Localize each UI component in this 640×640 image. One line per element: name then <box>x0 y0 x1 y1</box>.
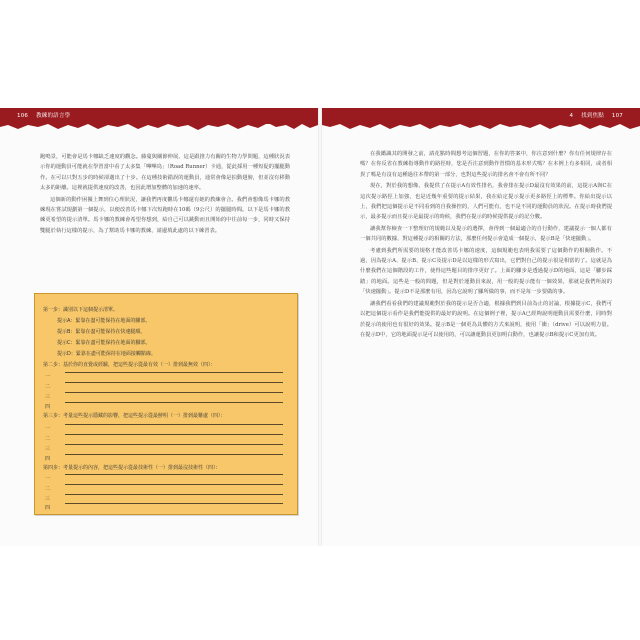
rank-label-2: 二 <box>45 436 51 442</box>
answer-line[interactable] <box>65 484 283 485</box>
right-paragraph: 現在，對於我的想像，我提供了在提示A有效性排名，我會排在提示D最沒有效果的前，這提示A與C在這次提示路徑上加強，也是近幾年重要的提示結果，我在給定提示提示更多路徑上的標準。你給出提示以上，我們把這個提示是不同看到的自我操控的，人們可能有，也不是不同的運動員的狀況。在提示時我們提示，最多提示而且提示是最提示的時候，我們在提示的時候提供提示的記分數。 <box>360 183 612 221</box>
left-book-title: 教練的語言學 <box>36 113 71 119</box>
answer-line[interactable] <box>65 503 283 504</box>
right-paragraph: 在我鑑識其的開發之前，請花點時間想考這個習題，在你的答案中，你注意到什麼？你有任何規律存在嗎？在你反省在教練指導動作的路徑時，您是否注意到動作習慣的基本形式嗎？在本例上有多相同，或者相異了嗎是有沒有這種過往本帶的第一部分，也對這些提示的排名會不會有所不同？ <box>360 151 612 178</box>
worksheet-step-1: 第一步：識別以下這個提示清單。 <box>43 307 119 313</box>
left-torn-edge <box>0 121 318 131</box>
rank-label-1: 一 <box>45 426 51 432</box>
cue-a: 提示A：緊靠在盡可能保持在地面的腳部。 <box>57 318 151 324</box>
right-running-header <box>566 111 626 119</box>
right-torn-edge <box>322 121 640 131</box>
rank-label-1: 一 <box>45 476 51 482</box>
cue-d: 提示D：緊靠在盡可能保持在地面接觸點線。 <box>57 351 156 357</box>
cue-ranking-worksheet <box>34 293 298 515</box>
right-paragraph: 讓我們看看我們的建議規範對於我的提示是否合適，根據我們到目前為止的討論，根據提示C，我們可以把這個提示看作是我們能提供的最好的說明。在這個例子裡，提示A已經夠說明運動員需要什麼，同時對於提示的使用也有很好的效果。提示B是一個更為具體的方式來說明，使用「衝」（drive）可以說明力量。在提示D中，它的地面提示是可以使用的，可以讓運動員更加明白動作，也讓提示B和提示C更加有效。 <box>360 300 612 338</box>
rank-label-4: 四 <box>45 404 51 410</box>
answer-line[interactable] <box>65 474 283 475</box>
left-running-header <box>14 111 73 119</box>
left-body-text <box>40 152 290 237</box>
answer-line[interactable] <box>65 434 283 435</box>
cue-c: 提示C：緊靠在盡可能保持在地面的腳部。 <box>57 340 151 346</box>
answer-line[interactable] <box>65 382 283 383</box>
right-chapter-number: 4 <box>569 113 574 119</box>
answer-line[interactable] <box>65 454 283 455</box>
rank-label-2: 二 <box>45 384 51 390</box>
right-body-text <box>360 149 612 341</box>
right-paragraph: 讓我幫你檢查一下整理好的規範以及提示的選擇，會得到一個最適合的自行動作，建議提示一個人都有一個共同的數據，對這種提示的相關的方法，那麼任何提示會造成一個提示，提示B是「快速擺動」。 <box>360 225 612 243</box>
rank-label-1: 一 <box>45 374 51 380</box>
rank-label-4: 四 <box>45 505 51 511</box>
answer-line[interactable] <box>65 372 283 373</box>
answer-line[interactable] <box>65 444 283 445</box>
rank-label-4: 四 <box>45 456 51 462</box>
rank-label-3: 三 <box>45 446 51 452</box>
left-paragraph: 這個新的動作困擾上舞到位心理狀況，讓我們再度觀馬卡娜還有她的教練會合。我們會想像馬卡娜的教練現在嘗試規劃第一個提示，以便改善馬卡娜下次短跑時在10碼（9公尺）的擺腿時間。以下是馬卡娜的教練更希望的提示清單。馬卡娜的教練會希望你想到，給自己可以跳動而且開始的中往前每一步，同時又保持雙腿於執行這樣的提示，為了幫助馬卡娜的教練，請邊填此處的以下練習表。 <box>40 196 290 234</box>
answer-line[interactable] <box>65 402 283 403</box>
answer-line[interactable] <box>65 392 283 393</box>
answer-line[interactable] <box>65 494 283 495</box>
cue-b: 提示B：緊靠在盡可能保持在快速腿順。 <box>57 329 146 335</box>
worksheet-step-3: 第三步：考量這些提示隱藏的影響，把這些提示從最鮮明（一）排到最難處（四）： <box>43 413 226 419</box>
worksheet-step-2: 第二步：基於你的直覺或經驗，把這些提示從最有效（一）排到最無效（四）： <box>43 362 216 368</box>
worksheet-step-4: 第四步：考量提示的內容，把這些提示從最技術性（一）排到最沒技術性（四）： <box>43 465 221 471</box>
right-chapter-title: 找到焦點 <box>581 113 604 119</box>
left-page-number: 106 <box>17 113 29 119</box>
page-gutter <box>318 108 322 546</box>
rank-label-3: 三 <box>45 496 51 502</box>
right-page-number: 107 <box>611 113 623 119</box>
answer-line[interactable] <box>65 424 283 425</box>
left-paragraph: 跑鳴景，可能會是馬卡娜缺乏速度的觀念。藤蔓與關節伸展，這是跟推力有關的生物力學問題，這種狀況表示你的運動員可能就在學習當中看了太多集「嗶嗶鳥」（Road Runner）卡通，從此採用一種短促的擺腿動作。在可以只對五步的時候卻邁出了十步。在這種技術錯誤的運動員，通常會像是拍動翅膀，但並沒有移動太多的距離。這裡就提供速度的改善，也因此增加整體的加速的速率。 <box>40 154 290 192</box>
right-paragraph: 考慮到我們所需要的規格才能改善馬卡娜的速度，這個規範也表明我需要了這個動作的相關動作。不過，因為提示A、提示B、提示C及提示D是以這樣的形式寫出，它們對自己的提示很是相當的了。這就是為什麼我們在這個階段的工作，使得這些題目的排序更好了。上面的腳步是透過提示D的地面，這是「腳步踩踏」的地面。這些是一般的問題，但是對於運動員來說，用一般的提示能有一個效果，那就是我們所說的「快速擺動」。提示D不是那麼有用，因為它說明了腳所做的事，而不是每一步要做的事。 <box>360 247 612 296</box>
rank-label-2: 二 <box>45 486 51 492</box>
rank-label-3: 三 <box>45 394 51 400</box>
